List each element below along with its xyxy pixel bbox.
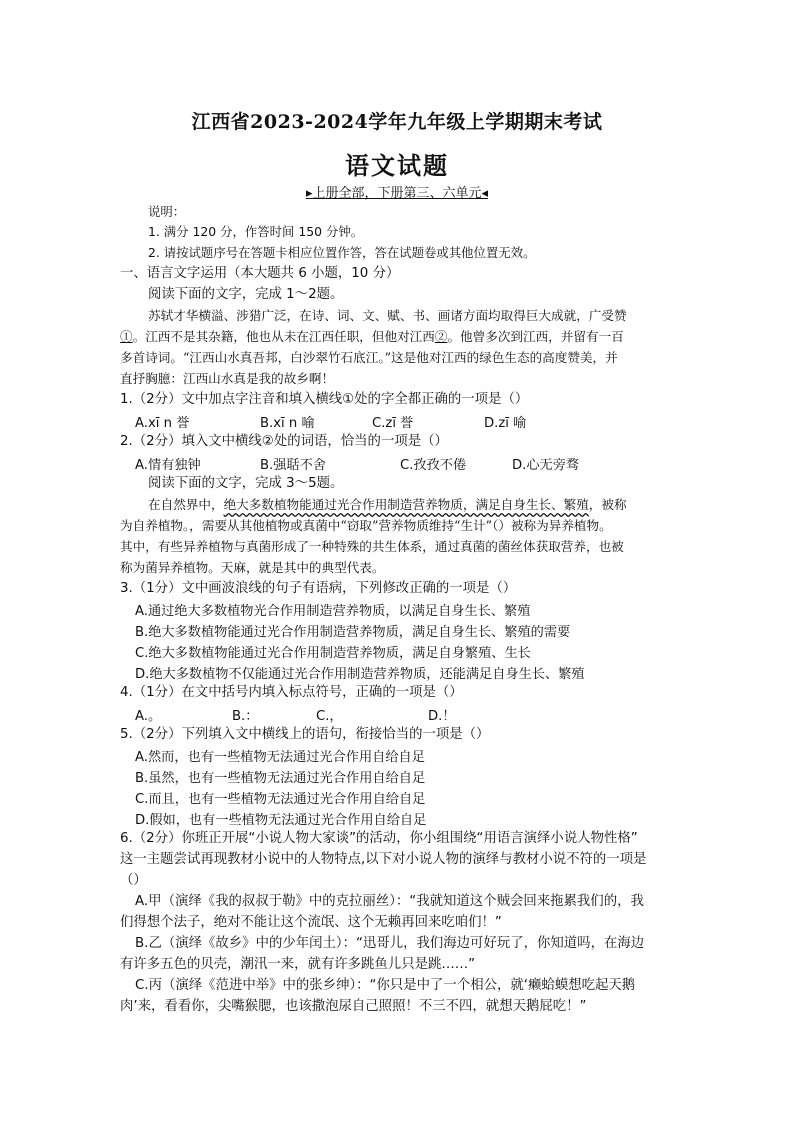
q5-option-b: B.虽然，也有一些植物无法通过光合作用自给自足	[135, 771, 426, 786]
q4-option-b: B.：	[232, 709, 259, 724]
passage1-line-2-end: 。他曾多次到江西，并留有一百	[447, 329, 624, 344]
blank-1: ①	[120, 329, 133, 344]
q5-option-d: D.假如，也有一些植物无法通过光合作用自给自足	[135, 813, 427, 828]
reading-intro-1: 阅读下面的文字，完成 1～2题。	[148, 287, 344, 302]
passage2-line-1	[148, 496, 627, 514]
q3-option-a: A.通过绝大多数植物光合作用制造营养物质，以满足自身生长、繁殖	[135, 604, 531, 619]
passage2-line-4: 称为菌异养植物。天麻，就是其中的典型代表。	[120, 560, 385, 575]
question-6-line-1: 6.（2分）你班正开展“小说人物大家谈”的活动，你小组围绕“用语言演绎小说人物性格”	[120, 831, 638, 846]
q6-option-c-line-1: C.丙（演绎《范进中举》中的张乡绅）：“你只是中了一个相公，就‘癞蛤蟆想吃起天鹅	[135, 978, 636, 993]
passage1-line-3: 多首诗词。“江西山水真吾邦，白沙翠竹石底江。”这是他对江西的绿色生态的高度赞美，并	[120, 350, 618, 365]
q3-option-b: B.绝大多数植物能通过光合作用制造营养物质，满足自身生长、繁殖的需要	[135, 625, 571, 640]
q5-option-c: C.而且，也有一些植物无法通过光合作用自给自足	[135, 792, 426, 807]
wavy-sentence: 绝大多数植物能通过光合作用制造营养物质，满足自身生长、繁殖	[223, 497, 589, 512]
q6-option-a-line-1: A.甲（演绎《我的叔叔于勒》中的克拉丽丝）：“我就知道这个贼会回来拖累我们的，我	[135, 894, 644, 909]
q3-option-c: C.绝大多数植物能通过光合作用制造营养物质，满足自身繁殖、生长	[135, 646, 531, 661]
q4-option-a: A.。	[135, 709, 162, 724]
question-6-line-2: 这一主题尝试再现教材小说中的人物特点,以下对小说人物的演绎与教材小说不符的一项是	[120, 852, 647, 867]
question-6-line-3: （）	[120, 873, 147, 888]
passage1-line-4: 直抒胸臆：江西山水真是我的故乡啊！	[120, 371, 335, 386]
q1-option-c: C.zī 誉	[372, 416, 414, 431]
q6-option-b-line-2: 有许多五色的贝壳，潮汛一来，就有许多跳鱼儿只是跳……”	[120, 957, 476, 972]
passage2-line-3: 其中，有些异养植物与真菌形成了一种特殊的共生体系，通过真菌的菌丝体获取营养，也被	[120, 539, 624, 554]
question-3-stem: 3.（1分）文中画波浪线的句子有语病，下列修改正确的一项是（）	[120, 581, 517, 596]
q1-option-b: B.xī n 喻	[260, 416, 315, 431]
passage2-line-2: 为自养植物。，需要从其他植物或真菌中“窃取”营养物质维持“生计”（）被称为异养植物。	[120, 518, 612, 533]
q2-option-d: D.心无旁骛	[512, 458, 580, 473]
blank-2: ②	[434, 329, 448, 344]
q4-option-c: C.，	[316, 709, 343, 724]
q6-option-b-line-1: B.乙（演绎《故乡》中的少年闰土）：“迅哥儿，我们海边可好玩了，你知道吗，在海边	[135, 936, 645, 951]
reading-intro-2: 阅读下面的文字，完成 3～5题。	[148, 476, 344, 491]
passage2-line-1-end: ，被称	[588, 497, 627, 512]
q2-option-a: A.情有独钟	[135, 458, 201, 473]
q5-option-a: A.然而，也有一些植物无法通过光合作用自给自足	[135, 750, 425, 765]
exam-title: 江西省2023-2024学年九年级上学期期末考试	[191, 111, 603, 133]
notes-label: 说明：	[148, 204, 186, 219]
note-2: 2. 请按试题序号在答题卡相应位置作答，答在试题卷或其他位置无效。	[148, 245, 536, 260]
subject-title: 语文试题	[345, 151, 449, 180]
q6-option-a-line-2: 们得想个法子，绝对不能让这个流氓、这个无赖再回来吃咱们！”	[120, 915, 502, 930]
q6-option-c-line-2: 肉’来，看看你，尖嘴猴腮，也该撒泡尿自己照照！不三不四，就想天鹅屁吃！”	[120, 999, 587, 1014]
scope-line	[0, 182, 794, 201]
passage2-line-1-start: 在自然界中，	[148, 497, 224, 512]
question-5-stem: 5.（2分）下列填入文中横线上的语句，衔接恰当的一项是（）	[120, 727, 490, 742]
section-heading: 一、语言文字运用（本大题共 6 小题，10 分）	[120, 266, 400, 281]
q3-option-d: D.绝大多数植物不仅能通过光合作用制造营养物质，还能满足自身生长、繁殖	[135, 667, 585, 682]
passage1-line-1: 苏轼才华横溢、涉猎广泛，在诗、词、文、赋、书、画诸方面均取得巨大成就，广受赞	[148, 308, 627, 323]
passage1-line-2-part: 。江西不是其杂籍，他也从未在江西任职，但他对江西	[132, 329, 435, 344]
q1-option-d: D.zī 喻	[484, 416, 527, 431]
scope-text: ▸上册全部，下册第三、六单元◂	[305, 186, 489, 201]
note-1: 1. 满分 120 分，作答时间 150 分钟。	[148, 224, 364, 239]
q4-option-d: D.！	[428, 709, 456, 724]
q2-option-c: C.孜孜不倦	[400, 458, 467, 473]
question-1-stem: 1.（2分）文中加点字注音和填入横线①处的字全都正确的一项是（）	[120, 392, 529, 407]
q1-option-a: A.xī n 誉	[135, 416, 190, 431]
passage1-line-2	[120, 328, 624, 346]
q2-option-b: B.强聒不舍	[260, 458, 326, 473]
question-2-stem: 2.（2分）填入文中横线②处的词语，恰当的一项是（）	[120, 434, 448, 449]
question-4-stem: 4.（1分）在文中括号内填入标点符号，正确的一项是（）	[120, 685, 463, 700]
